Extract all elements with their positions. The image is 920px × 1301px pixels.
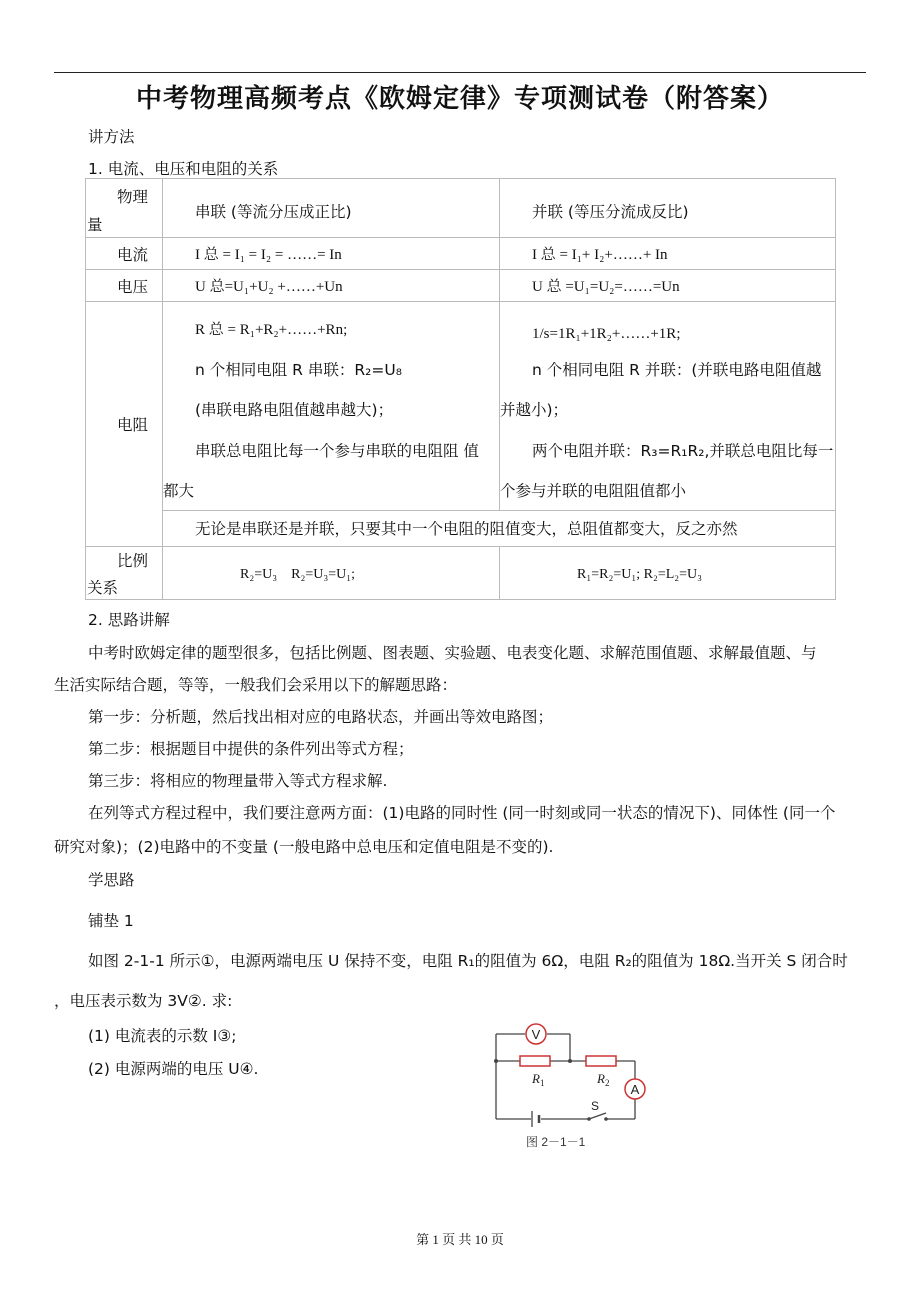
relations-table xyxy=(85,178,836,600)
question-line1: 如图 2-1-1 所示①，电源两端电压 U 保持不变，电阻 R₁的阻值为 6Ω，电阻 R₂的阻值为 18Ω.当开关 S 闭合时 xyxy=(88,952,848,970)
subsection-1: 1. 电流、电压和电阻的关系 xyxy=(88,160,279,178)
current-series: I 总 = I₁ = I₂ = ……= In xyxy=(195,247,342,263)
subsection-2: 2. 思路讲解 xyxy=(88,611,170,629)
junction-right xyxy=(568,1059,572,1063)
paragraph-2-line1: 在列等式方程过程中，我们要注意两方面：(1)电路的同时性 (同一时刻或同一状态的情况下)、同体性 (同一个 xyxy=(88,804,836,822)
step-3: 第三步：将相应的物理量带入等式方程求解. xyxy=(88,772,388,790)
resistance-common-note: 无论是串联还是并联，只要其中一个电阻的阻值变大，总阻值都变大，反之亦然 xyxy=(195,520,738,538)
resistance-parallel-line2: n 个相同电阻 R 并联：(并联电路电阻值越 xyxy=(532,361,822,379)
row-resistance-label: 电阻 xyxy=(117,416,149,434)
voltmeter-label: V xyxy=(531,1027,541,1042)
r1-label: $R_1$ xyxy=(532,1071,545,1088)
figure-caption: 图 2－1－1 xyxy=(526,1135,586,1149)
question-line2: ，电压表示数为 3V②. 求: xyxy=(54,992,233,1010)
resistor-r2-icon xyxy=(586,1056,616,1066)
step-2: 第二步：根据题目中提供的条件列出等式方程； xyxy=(88,740,414,758)
col-parallel-header: 并联 (等压分流成反比) xyxy=(532,203,689,221)
circuit-diagram xyxy=(488,1020,663,1155)
row-ratio-label-a: 比例 xyxy=(117,552,149,570)
heading-study: 学思路 xyxy=(88,871,135,889)
pave-label: 铺垫 1 xyxy=(88,912,134,930)
step-1: 第一步：分析题，然后找出相对应的电路状态，并画出等效电路图； xyxy=(88,708,554,726)
resistance-series-line4: 串联总电阻比每一个参与串联的电阻阻 值 xyxy=(195,442,479,460)
page-footer: 第 1 页 共 10 页 xyxy=(416,1232,504,1247)
voltage-parallel: U 总 =U₁=U₂=……=Un xyxy=(532,279,680,295)
resistance-series-line3: (串联电路电阻值越串越大)； xyxy=(195,401,394,419)
paragraph-2-line2: 研究对象)；(2)电路中的不变量 (一般电路中总电压和定值电阻是不变的). xyxy=(54,838,554,856)
ratio-parallel: R₁=R₂=U₁; R₂=L₂=U₃ xyxy=(577,567,703,582)
paragraph-1-line2: 生活实际结合题，等等，一般我们会采用以下的解题思路： xyxy=(54,676,458,694)
resistance-series-line2: n 个相同电阻 R 串联：R₂=U₈ xyxy=(195,361,402,379)
r2-label: $R_2$ xyxy=(597,1071,610,1088)
col-series-header: 串联 (等流分压成正比) xyxy=(195,203,352,221)
ratio-series: R₂=U₃ R₂=U₃=U₁; xyxy=(240,567,355,582)
row-voltage-label: 电压 xyxy=(117,278,149,296)
resistor-r1-icon xyxy=(520,1056,550,1066)
resistance-series-line5: 都大 xyxy=(163,482,195,500)
resistance-parallel-line5: 个参与并联的电阻阻值都小 xyxy=(500,482,687,500)
col-quantity-label-a: 物理 xyxy=(117,188,149,206)
resistance-parallel-line3: 并越小)； xyxy=(500,401,569,419)
question-part-1: (1) 电流表的示数 I③; xyxy=(88,1027,237,1045)
resistance-parallel-line1: 1/s=1R₁+1R₂+……+1R; xyxy=(532,326,681,342)
col-quantity-label-b: 量 xyxy=(87,216,103,234)
row-ratio-label-b: 关系 xyxy=(87,579,119,597)
header-rule xyxy=(54,72,866,73)
junction-left xyxy=(494,1059,498,1063)
voltage-series: U 总=U₁+U₂ +……+Un xyxy=(195,279,343,295)
resistance-series-line1: R 总 = R₁+R₂+……+Rn; xyxy=(195,322,348,338)
question-part-2: (2) 电源两端的电压 U④. xyxy=(88,1060,259,1078)
battery-icon xyxy=(532,1111,539,1127)
section-heading: 讲方法 xyxy=(88,128,135,146)
ammeter-label: A xyxy=(630,1082,640,1097)
current-parallel: I 总 = I₁+ I₂+……+ In xyxy=(532,247,668,263)
page-title: 中考物理高频考点《欧姆定律》专项测试卷（附答案） xyxy=(135,84,784,114)
resistance-parallel-line4: 两个电阻并联：R₃=R₁R₂,并联总电阻比每一 xyxy=(532,442,834,460)
switch-icon xyxy=(587,1113,608,1121)
paragraph-1-line1: 中考时欧姆定律的题型很多，包括比例题、图表题、实验题、电表变化题、求解范围值题、求解最值题、与 xyxy=(88,644,817,662)
switch-label: S xyxy=(591,1099,600,1113)
row-current-label: 电流 xyxy=(117,246,149,264)
